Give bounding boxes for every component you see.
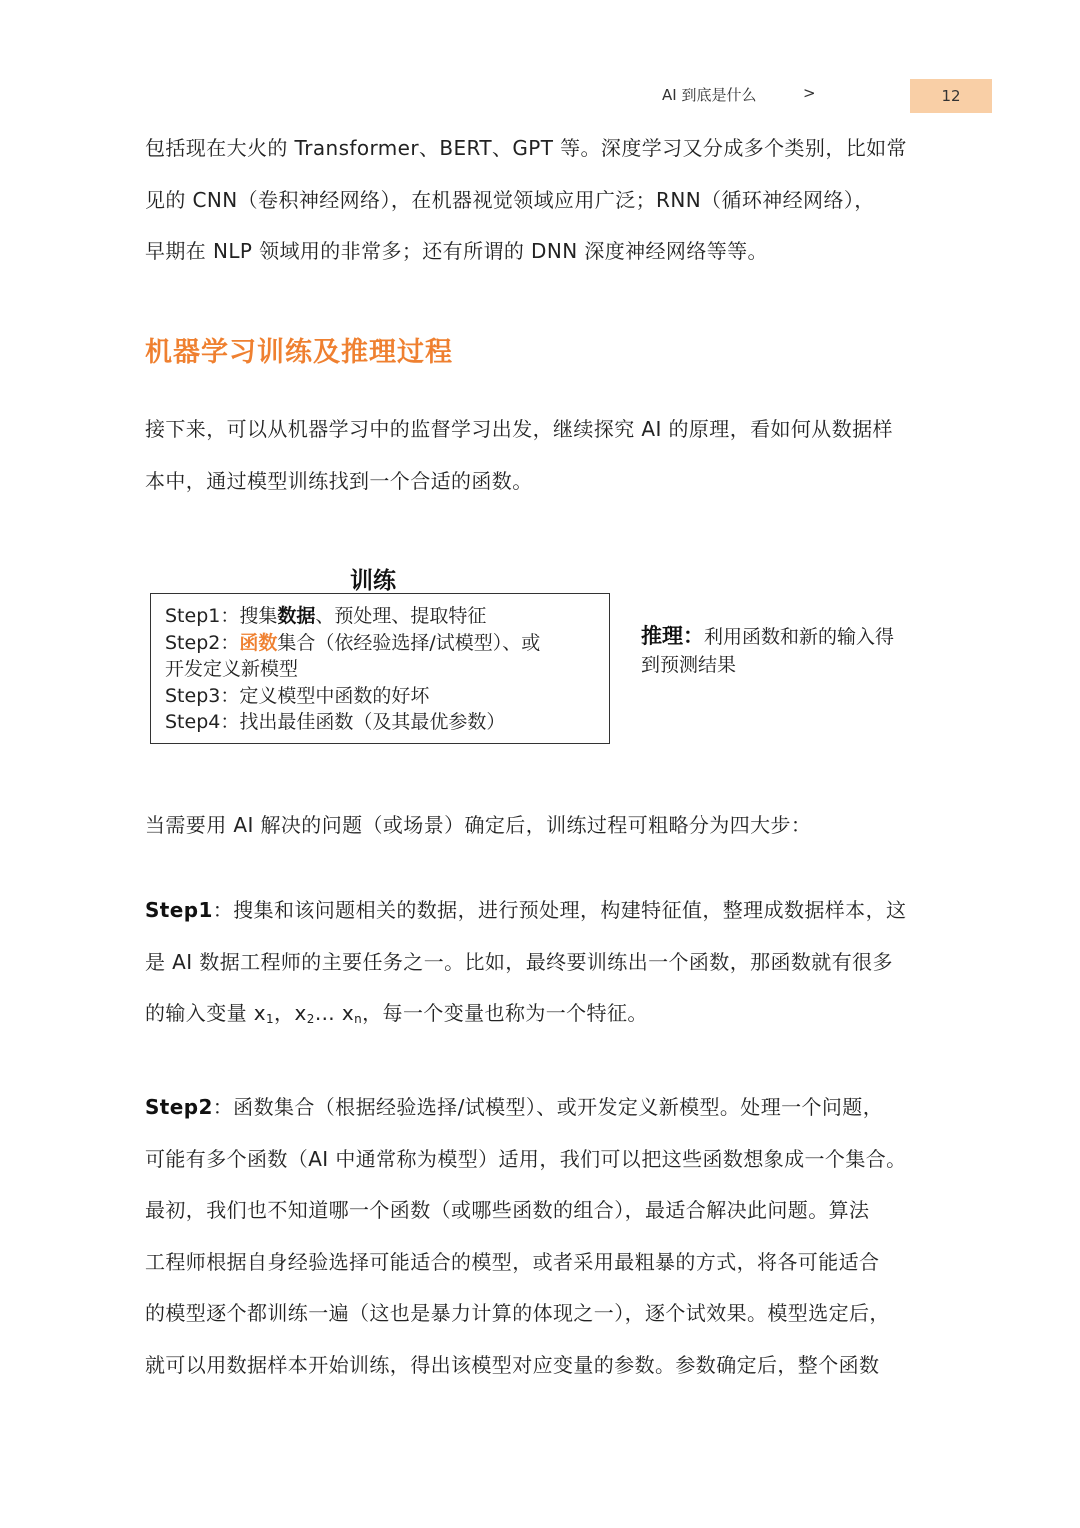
subscript-2: 2 bbox=[306, 1012, 315, 1026]
subscript-1: 1 bbox=[266, 1012, 275, 1026]
figure-training-title: 训练 bbox=[350, 568, 396, 594]
intro-paragraph bbox=[145, 123, 945, 278]
lead-paragraph bbox=[145, 404, 945, 507]
inference-text: 利用函数和新的输入得 bbox=[704, 626, 895, 648]
text-line: 本中，通过模型训练找到一个合适的函数。 bbox=[145, 468, 533, 493]
inference-label: 推理： bbox=[641, 624, 704, 648]
figure-step2-cont: 开发定义新模型 bbox=[165, 658, 299, 680]
subscript-n: n bbox=[354, 1012, 363, 1026]
training-steps-box bbox=[150, 593, 610, 744]
step2-paragraph bbox=[145, 1082, 945, 1391]
page-number-label: 12 bbox=[941, 87, 961, 105]
training-inference-figure bbox=[145, 556, 942, 750]
figure-step2 bbox=[165, 630, 609, 657]
step1-text-a: 的输入变量 x bbox=[145, 1001, 266, 1025]
text-line: 早期在 NLP 领域用的非常多；还有所谓的 DNN 深度神经网络等等。 bbox=[145, 239, 768, 263]
text-line: 可能有多个函数（AI 中通常称为模型）适用，我们可以把这些函数想象成一个集合。 bbox=[145, 1146, 907, 1171]
figure-step3: Step3：定义模型中函数的好坏 bbox=[165, 684, 430, 707]
section-title: 机器学习训练及推理过程 bbox=[145, 337, 453, 368]
text-line: 就可以用数据样本开始训练，得出该模型对应变量的参数。参数确定后，整个函数 bbox=[145, 1352, 880, 1377]
text-line: 最初，我们也不知道哪一个函数（或哪些函数的组合），最适合解决此问题。算法 bbox=[145, 1198, 870, 1222]
step1-paragraph bbox=[145, 885, 945, 1040]
inference-description bbox=[641, 622, 941, 679]
figure-step1 bbox=[165, 603, 609, 630]
step2-suffix: 集合（依经验选择/试模型）、或 bbox=[277, 631, 541, 654]
steps-intro bbox=[145, 800, 945, 852]
text-line: 包括现在大火的 Transformer、BERT、GPT 等。深度学习又分成多个类别，比如常 bbox=[145, 136, 907, 160]
text-line bbox=[145, 988, 945, 1040]
step1-prefix: Step1：搜集 bbox=[165, 605, 278, 627]
step2-label: Step2 bbox=[145, 1095, 213, 1119]
step2-prefix: Step2： bbox=[165, 631, 240, 654]
text-line bbox=[145, 885, 945, 937]
step1-suffix: 、预处理、提取特征 bbox=[315, 605, 487, 627]
text-line bbox=[145, 1082, 945, 1134]
step1-text-c: … x bbox=[314, 1001, 355, 1025]
text-line: 工程师根据自身经验选择可能适合的模型，或者采用最粗暴的方式，将各可能适合 bbox=[145, 1249, 880, 1274]
step2-text: ：函数集合（根据经验选择/试模型）、或开发定义新模型。处理一个问题， bbox=[212, 1095, 884, 1119]
text-line: 是 AI 数据工程师的主要任务之一。比如，最终要训练出一个函数，那函数就有很多 bbox=[145, 949, 893, 974]
figure-step4: Step4：找出最佳函数（及其最优参数） bbox=[165, 711, 506, 733]
page-number bbox=[910, 79, 992, 113]
step1-text: ：搜集和该问题相关的数据，进行预处理，构建特征值，整理成数据样本，这 bbox=[212, 898, 907, 922]
breadcrumb: AI 到底是什么 bbox=[662, 86, 757, 104]
step1-label: Step1 bbox=[145, 898, 213, 922]
step2-highlight: 函数 bbox=[239, 631, 278, 654]
text-line: 当需要用 AI 解决的问题（或场景）确定后，训练过程可粗略分为四大步： bbox=[145, 813, 812, 837]
inference-text-cont: 到预测结果 bbox=[641, 654, 737, 676]
step1-bold: 数据 bbox=[277, 605, 316, 627]
text-line: 见的 CNN（卷积神经网络），在机器视觉领域应用广泛；RNN（循环神经网络）， bbox=[145, 187, 875, 212]
text-line: 的模型逐个都训练一遍（这也是暴力计算的体现之一），逐个试效果。模型选定后， bbox=[145, 1301, 890, 1325]
step1-text-d: ，每一个变量也称为一个特征。 bbox=[362, 1001, 648, 1025]
breadcrumb-arrow-icon: > bbox=[803, 84, 816, 102]
text-line: 接下来，可以从机器学习中的监督学习出发，继续探究 AI 的原理，看如何从数据样 bbox=[145, 417, 893, 441]
step1-text-b: ，x bbox=[274, 1001, 307, 1025]
